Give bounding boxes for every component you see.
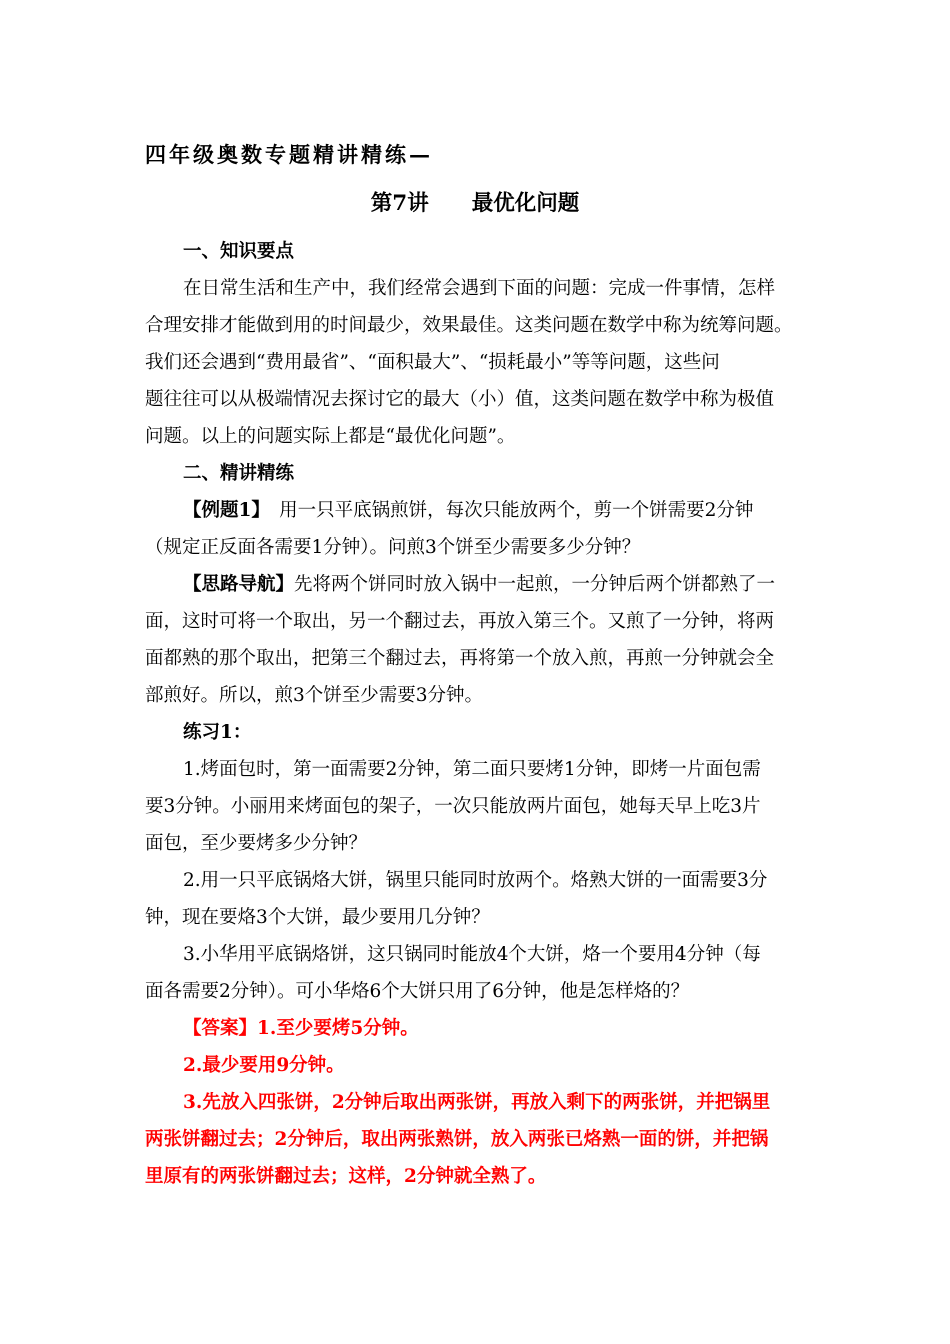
answer-3-line: 3.先放入四张饼，2分钟后取出两张饼，再放入剩下的两张饼，并把锅里: [183, 1092, 771, 1113]
question-1-line: 1.烤面包时，第一面需要2分钟，第二面只要烤1分钟，即烤一片面包需: [183, 759, 761, 780]
answer-2: 2.最少要用9分钟。: [183, 1055, 345, 1076]
paragraph-line: 题往往可以从极端情况去探讨它的最大（小）值，这类问题在数学中称为极值: [145, 389, 775, 410]
section-heading-knowledge: 一、知识要点: [183, 241, 295, 262]
answer-line: [183, 1016, 843, 1042]
question-2-line: 钟，现在要烙3个大饼，最少要用几分钟？: [145, 907, 490, 928]
paragraph-line: 在日常生活和生产中，我们经常会遇到下面的问题：完成一件事情，怎样: [183, 278, 776, 299]
hint-line: 面，这时可将一个取出，另一个翻过去，再放入第三个。又煎了一分钟，将两: [145, 611, 775, 632]
practice-heading: 练习1：: [183, 722, 252, 743]
paragraph-line: 我们还会遇到“费用最省”、“面积最大”、“损耗最小”等等问题，这些问: [145, 352, 720, 373]
hint-line: 部煎好。所以，煎3个饼至少需要3分钟。: [145, 685, 484, 706]
example-line: [183, 498, 843, 524]
example-label: 【例题1】: [183, 500, 261, 521]
hint-line: 面都熟的那个取出，把第三个翻过去，再将第一个放入煎，再煎一分钟就会全: [145, 648, 775, 669]
question-3-line: 3.小华用平底锅烙饼，这只锅同时能放4个大饼，烙一个要用4分钟（每: [183, 944, 761, 965]
example-text: 用一只平底锅煎饼，每次只能放两个，剪一个饼需要2分钟: [260, 500, 754, 521]
question-1-line: 要3分钟。小丽用来烤面包的架子，一次只能放两片面包，她每天早上吃3片: [145, 796, 761, 817]
example-line: （规定正反面各需要1分钟）。问煎3个饼至少需要多少分钟？: [145, 537, 641, 558]
paragraph-line: 合理安排才能做到用的时间最少，效果最佳。这类问题在数学中称为统筹问题。: [145, 315, 793, 336]
answer-1: 1.至少要烤5分钟。: [257, 1018, 419, 1039]
section-heading-practice: 二、精讲精练: [183, 463, 295, 484]
hint-line: [183, 572, 843, 598]
hint-text: 先将两个饼同时放入锅中一起煎，一分钟后两个饼都熟了一: [294, 574, 776, 595]
lecture-title: 第7讲 最优化问题: [370, 191, 580, 216]
document-title: 四年级奥数专题精讲精练—: [145, 142, 433, 167]
paragraph-line: 问题。以上的问题实际上都是“最优化问题”。: [145, 426, 516, 447]
hint-label: 【思路导航】: [183, 574, 295, 595]
answer-label: 【答案】: [183, 1018, 258, 1039]
question-2-line: 2.用一只平底锅烙大饼，锅里只能同时放两个。烙熟大饼的一面需要3分: [183, 870, 768, 891]
question-3-line: 面各需要2分钟）。可小华烙6个大饼只用了6分钟，他是怎样烙的？: [145, 981, 690, 1002]
answer-3-line: 里原有的两张饼翻过去；这样，2分钟就全熟了。: [145, 1166, 547, 1187]
question-1-line: 面包，至少要烤多少分钟？: [145, 833, 368, 854]
answer-3-line: 两张饼翻过去；2分钟后，取出两张熟饼，放入两张已烙熟一面的饼，并把锅: [145, 1129, 769, 1150]
